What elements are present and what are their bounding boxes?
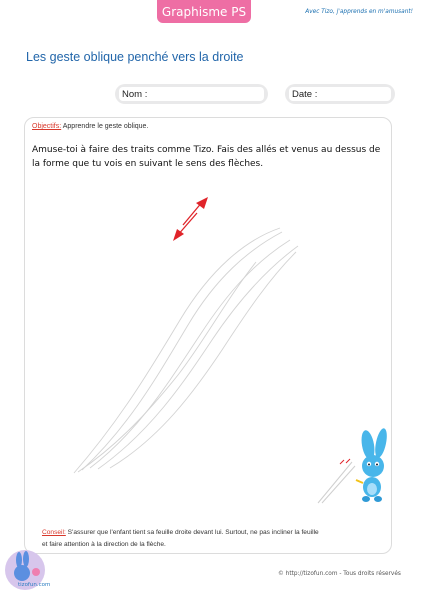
trace-line-4 [98, 246, 298, 469]
mascot-pupil-left [368, 464, 370, 466]
tip-line-1-text: S'assurer que l'enfant tient sa feuille droite devant lui. Surtout, ne pas incliner la feuille [67, 529, 319, 536]
mascot-foot-left [362, 496, 370, 502]
copyright: © http://tizofun.com - Tous droits réservés [278, 571, 401, 577]
direction-arrows [173, 197, 208, 241]
mascot-trace-line [318, 462, 352, 503]
mascot-ear-right [373, 427, 389, 458]
logo-text: tizofun.com [18, 582, 51, 588]
logo-pink-character [32, 568, 40, 576]
mascot-foot-right [374, 496, 382, 502]
date-field-label: Date : [292, 88, 318, 100]
mascot-head [362, 455, 384, 477]
trace-line-1 [74, 228, 280, 473]
tracing-shape [74, 228, 298, 473]
mascot-trace-line-2 [322, 466, 355, 503]
mascot-tizo [318, 427, 389, 503]
mascot-pencil [356, 480, 363, 483]
mascot-mini-arrows [340, 459, 350, 464]
tip [42, 527, 319, 551]
instruction-line-1: Amuse-toi à faire des traits comme Tizo. Fais des allés et venus au dessus de [32, 145, 381, 155]
tip-label: Conseil: [42, 529, 66, 536]
objectives-text: Apprendre le geste oblique. [62, 123, 149, 130]
header-tab-label: Graphisme PS [161, 4, 247, 19]
logo-head [14, 565, 30, 581]
trace-line-5 [78, 262, 256, 472]
name-field-label: Nom : [122, 88, 148, 100]
instruction-line-2: la forme que tu vois en suivant le sens des flèches. [32, 159, 264, 169]
logo-ear-right [23, 551, 29, 567]
tip-line-1 [42, 527, 319, 539]
tip-line-2: et faire attention à la direction de la flèche. [42, 541, 166, 548]
mascot-pupil-right [376, 464, 378, 466]
trace-line-3 [90, 240, 290, 468]
tagline: Avec Tizo, j'apprends en m'amusant! [305, 9, 413, 15]
objectives-label: Objectifs: [32, 123, 62, 130]
page-title: Les geste oblique penché vers la droite [26, 50, 244, 64]
mascot-belly [367, 483, 377, 495]
